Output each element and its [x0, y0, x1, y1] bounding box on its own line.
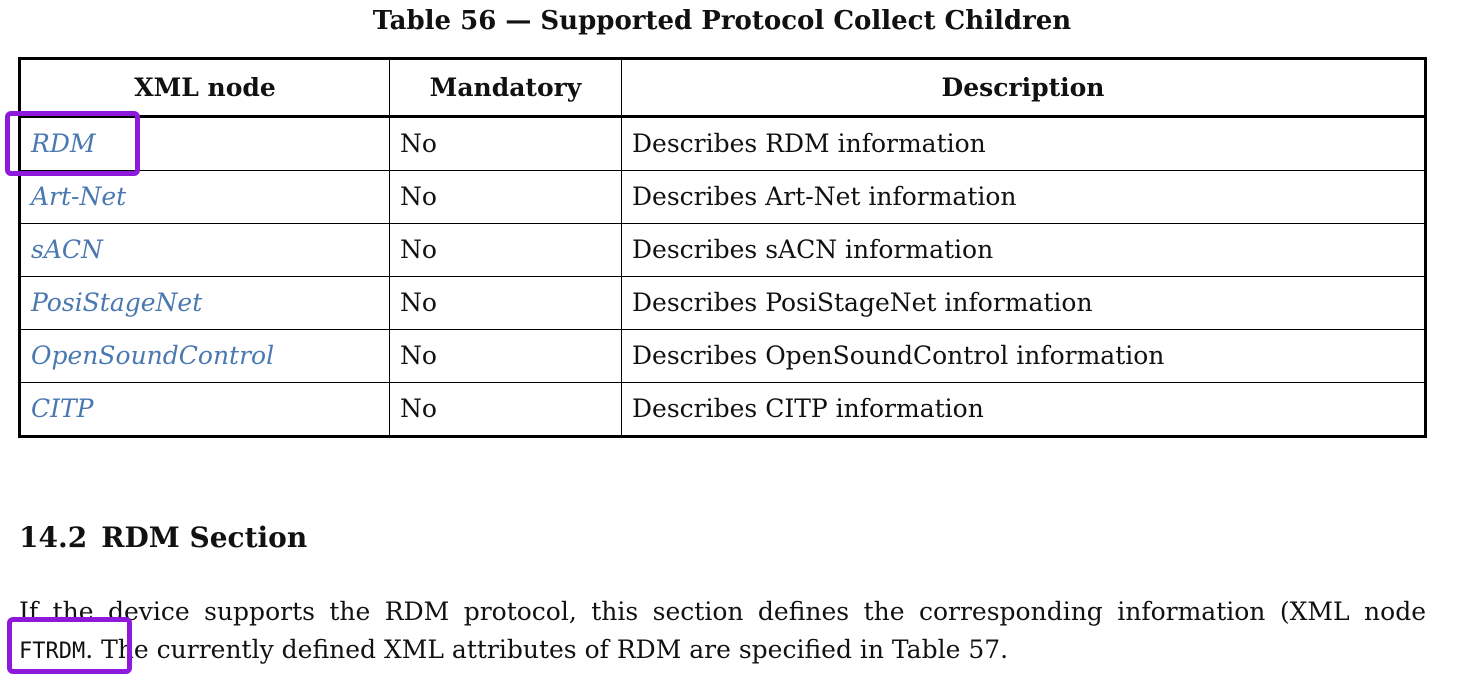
xml-node-link[interactable]: Art-Net [20, 171, 390, 224]
table-row [20, 224, 1426, 277]
table-caption: Table 56 — Supported Protocol Collect Children [372, 6, 1072, 36]
xml-node-link[interactable]: PosiStageNet [20, 277, 390, 330]
table-row [20, 383, 1426, 437]
mandatory-cell: No [390, 224, 622, 277]
mandatory-cell: No [390, 383, 622, 437]
xml-node-link[interactable]: OpenSoundControl [20, 330, 390, 383]
paragraph-line-2 [19, 631, 1426, 671]
supported-protocol-table [18, 57, 1427, 438]
description-cell: Describes Art-Net information [622, 171, 1426, 224]
column-header-mandatory: Mandatory [390, 59, 622, 117]
table-row [20, 330, 1426, 383]
description-cell: Describes OpenSoundControl information [622, 330, 1426, 383]
table-row [20, 277, 1426, 330]
section-number: 14.2 [19, 521, 88, 554]
paragraph-line-2-text: . The currently defined XML attributes of RDM are specified in Table 57. [85, 635, 1009, 664]
description-cell: Describes RDM information [622, 117, 1426, 171]
xml-node-link[interactable]: sACN [20, 224, 390, 277]
mandatory-cell: No [390, 171, 622, 224]
section-title: RDM Section [101, 521, 308, 554]
xml-node-link[interactable]: RDM [20, 117, 390, 171]
table-row [20, 117, 1426, 171]
description-cell: Describes sACN information [622, 224, 1426, 277]
column-header-xml-node: XML node [20, 59, 390, 117]
table-row [20, 171, 1426, 224]
mandatory-cell: No [390, 277, 622, 330]
table-header-row [20, 59, 1426, 117]
description-cell: Describes PosiStageNet information [622, 277, 1426, 330]
mandatory-cell: No [390, 330, 622, 383]
description-cell: Describes CITP information [622, 383, 1426, 437]
xml-node-code: FTRDM [19, 639, 86, 664]
column-header-description: Description [622, 59, 1426, 117]
section-heading [19, 520, 307, 556]
paragraph-line-1: If the device supports the RDM protocol, this section defines the corresponding information (XML node [19, 597, 1426, 626]
xml-node-link[interactable]: CITP [20, 383, 390, 437]
section-paragraph [19, 593, 1426, 671]
mandatory-cell: No [390, 117, 622, 171]
